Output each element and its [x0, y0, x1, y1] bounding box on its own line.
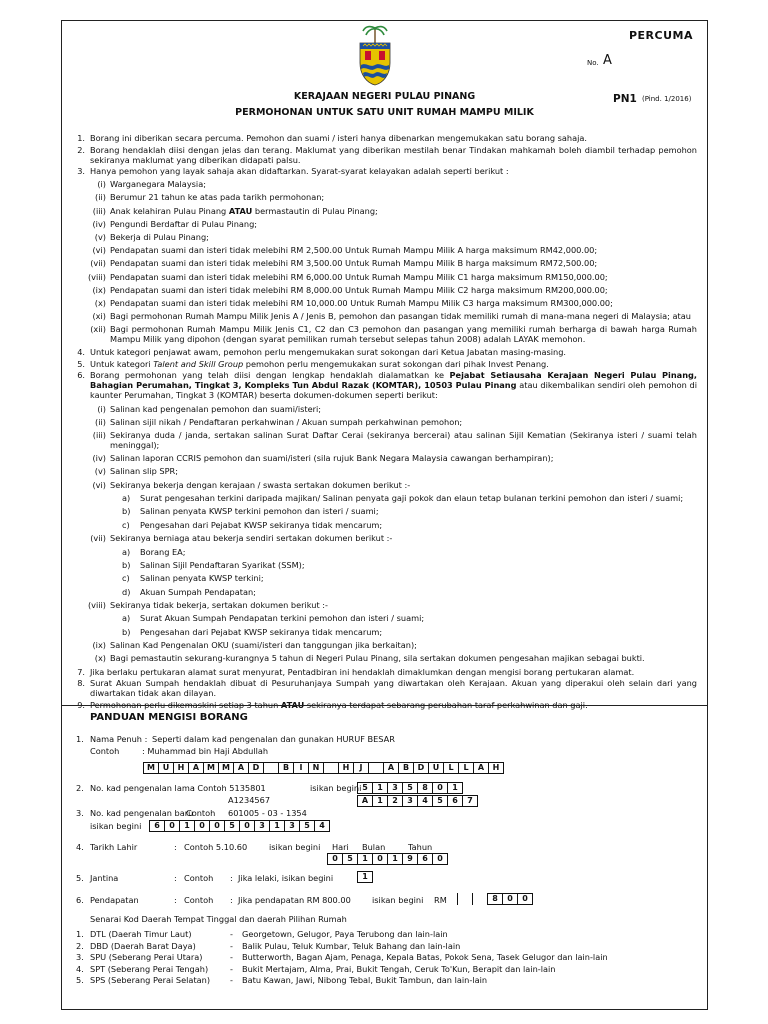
- char-box: 0: [502, 893, 518, 905]
- rule-5: 5. Untuk kategori Talent and Skill Group pemohon perlu mengemukakan surat sokongan dari pihak Invest Penang.: [77, 358, 549, 369]
- rule-6-viii-documents: [70, 613, 697, 636]
- form-code: PN1: [613, 93, 637, 105]
- document-item: (vi) Sekiranya bekerja dengan kerajaan / swasta sertakan dokumen berikut :-: [92, 479, 411, 490]
- document-subitem: b) Salinan penyata KWSP terkini pemohon dan isteri / suami;: [122, 506, 379, 517]
- rule-6: 6. Borang permohonan yang telah diisi dengan lengkap hendaklah dialamatkan ke Pejabat Setiausaha Kerajaan Negeri Pulau Pinang, Bahagian Perumahan, Tingkat 3, Kompleks Tun Abdul Razak (KOMTAR), 10503 Pulau Pinang atau dikembalikan sendiri oleh pemohon di kaunter Perumahan, Tingkat 3 (KOMTAR) beserta dokumen-dokumen seperti berikut:: [77, 370, 698, 401]
- eligibility-item: (iii) Anak kelahiran Pulau Pinang ATAU bermastautin di Pulau Pinang;: [92, 205, 378, 216]
- income-label: Pendapatan: [90, 895, 139, 905]
- char-box: H: [173, 762, 189, 774]
- district-code: DBD (Daerah Barat Daya): [90, 940, 196, 951]
- char-box: 4: [417, 795, 433, 807]
- char-box: 1: [387, 853, 403, 865]
- year-label: Tahun: [408, 842, 433, 852]
- rule-7: 7. Jika berlaku pertukaran alamat surat menyurat, Pentadbiran ini hendaklah dimaklumkan dengan mengisi borang pertukaran alamat.: [77, 666, 635, 677]
- char-box: 7: [462, 795, 478, 807]
- char-box: 0: [517, 893, 533, 905]
- district-code: SPT (Seberang Perai Tengah): [90, 963, 209, 974]
- rules-list: [70, 133, 697, 711]
- document-subitem: c) Salinan penyata KWSP terkini;: [122, 573, 264, 584]
- char-box: 2: [387, 795, 403, 807]
- rule-6-documents: [70, 404, 697, 490]
- char-box: A: [383, 762, 399, 774]
- document-subitem: a) Surat Akuan Sumpah Pendapatan terkini pemohon dan isteri / suami;: [122, 613, 425, 624]
- gender-box: [358, 871, 373, 883]
- char-box: [457, 893, 473, 905]
- eligibility-item: (ii) Berumur 21 tahun ke atas pada tarikh permohonan;: [95, 192, 325, 203]
- char-box: [368, 762, 384, 774]
- guide-title: PANDUAN MENGISI BORANG: [90, 712, 248, 723]
- char-box: N: [308, 762, 324, 774]
- district-areas: Balik Pulau, Teluk Kumbar, Teluk Bahang dan lain-lain: [242, 940, 461, 951]
- char-box: 0: [194, 820, 210, 832]
- percuma-label: PERCUMA: [628, 29, 693, 42]
- old-ic-example: : Contoh 5135801: [192, 783, 266, 793]
- char-box: 0: [432, 853, 448, 865]
- title-form: PERMOHONAN UNTUK SATU UNIT RUMAH MAMPU MILIK: [235, 107, 534, 118]
- char-box: 0: [432, 782, 448, 794]
- char-box: 4: [314, 820, 330, 832]
- eligibility-item: (xi) Bagi permohonan Rumah Mampu Milik Jenis A / Jenis B, pemohon dan pasangan tidak memiliki rumah di mana-mana negeri di Malaysia; atau: [92, 311, 691, 322]
- eligibility-item: (xii) Bagi permohonan Rumah Mampu Milik Jenis C1, C2 dan C3 pemohon dan pasangan yang memiliki rumah berharga di bawah harga Rumah Mampu Milik yang dipohon (dengan syarat pemilikan rumah tersebut selepas tahun 2008) adalah LAYAK memohon.: [90, 324, 697, 345]
- penang-crest-icon: [356, 23, 394, 87]
- district-number: 3.: [76, 952, 84, 962]
- rule-6-vii-documents: [70, 547, 697, 597]
- char-box: 5: [224, 820, 240, 832]
- new-ic-fill-label: isikan begini: [90, 821, 142, 831]
- new-ic-label: No. kad pengenalan baru: [90, 808, 194, 818]
- district-code: DTL (Daerah Timur Laut): [90, 929, 192, 939]
- char-box: 5: [357, 782, 373, 794]
- char-box: 1: [357, 871, 373, 883]
- char-box: [323, 762, 339, 774]
- month-label: Bulan: [362, 842, 386, 852]
- eligibility-item: (iv) Pengundi Berdaftar di Pulau Pinang;: [92, 218, 258, 229]
- char-box: A: [473, 762, 489, 774]
- document-item: (v) Salinan slip SPR;: [94, 466, 178, 477]
- name-description: Seperti dalam kad pengenalan dan gunakan HURUF BESAR: [152, 734, 395, 744]
- eligibility-item: (ix) Pendapatan suami dan isteri tidak melebihi RM 8,000.00 Untuk Rumah Mampu Milik C2 harga maksimum RM200,000.00;: [92, 284, 608, 295]
- document-item: (x) Bagi pemastautin sekurang-kurangnya 5 tahun di Negeri Pulau Pinang, sila sertakan dokumen pengesahan majikan sebagai bukti.: [94, 653, 645, 664]
- char-box: 1: [269, 820, 285, 832]
- char-box: 1: [179, 820, 195, 832]
- dob-label: Tarikh Lahir: [90, 842, 138, 852]
- char-box: U: [428, 762, 444, 774]
- name-boxes: [144, 762, 504, 774]
- char-box: L: [458, 762, 474, 774]
- document-item: (ix) Salinan Kad Pengenalan OKU (suami/isteri dan tanggungan jika berkaitan);: [92, 640, 417, 651]
- new-ic-example: 601005 - 03 - 1354: [228, 808, 307, 818]
- char-box: J: [353, 762, 369, 774]
- document-subitem: d) Akuan Sumpah Pendapatan;: [122, 586, 256, 597]
- district-areas: Butterworth, Bagan Ajam, Penaga, Kepala Batas, Pokok Sena, Tasek Gelugor dan lain-lain: [242, 952, 608, 962]
- district-code: SPU (Seberang Perai Utara): [90, 952, 203, 962]
- old-ic-boxes-2: [358, 795, 478, 807]
- document-subitem: a) Surat pengesahan terkini daripada majikan/ Salinan penyata gaji pokok dan elaun tetap bulanan terkini pemohon dan isteri / suami;: [122, 492, 684, 503]
- char-box: 1: [447, 782, 463, 794]
- rule-1: 1. Borang ini diberikan secara percuma. Pemohon dan suami / isteri hanya dibenarkan mengemukakan satu borang sahaja.: [77, 133, 588, 143]
- currency-label: RM: [434, 895, 447, 905]
- rule-6-more-documents: [70, 640, 697, 663]
- document-item: (ii) Salinan sijil nikah / Pendaftaran perkahwinan / Akuan sumpah perkahwinan pemohon;: [95, 416, 463, 427]
- district-areas: Georgetown, Gelugor, Paya Terubong dan lain-lain: [242, 929, 448, 939]
- income-description: Jika pendapatan RM 800.00: [238, 895, 351, 905]
- char-box: A: [357, 795, 373, 807]
- district-number: 1.: [76, 929, 84, 939]
- char-box: H: [488, 762, 504, 774]
- name-label: Nama Penuh :: [90, 734, 148, 744]
- eligibility-item: (i) Warganegara Malaysia;: [97, 179, 206, 190]
- char-box: 0: [164, 820, 180, 832]
- new-ic-boxes: [150, 820, 330, 832]
- dob-example: Contoh 5.10.60: [184, 842, 248, 852]
- document-subitem: c) Pengesahan dari Pejabat KWSP sekiranya tidak mencarum;: [122, 519, 383, 530]
- char-box: B: [398, 762, 414, 774]
- old-ic-boxes: [358, 782, 463, 794]
- char-box: A: [188, 762, 204, 774]
- char-box: B: [278, 762, 294, 774]
- eligibility-item: (v) Bekerja di Pulau Pinang;: [94, 231, 209, 242]
- rule-6-vii: (vii) Sekiranya berniaga atau bekerja sendiri sertakan dokumen berikut :-: [90, 533, 393, 544]
- char-box: 6: [149, 820, 165, 832]
- day-label: Hari: [332, 842, 349, 852]
- char-box: 8: [417, 782, 433, 794]
- char-box: 0: [327, 853, 343, 865]
- char-box: M: [218, 762, 234, 774]
- form-page: PERCUMA No. A KERAJAAN NEGERI PULAU PINANG PERMOHONAN UNTUK SATU UNIT RUMAH MAMPU MILIK PN1 (Pind. 1/2016) 1. Borang ini diberikan secara percuma. Pemohon dan suami / isteri hanya dibenarkan mengemukakan satu borang sahaja. 2. Borang hendaklah diisi dengan jelas dan terang. Maklumat yang diberikan mestilah benar Tindakan mahkamah boleh diambil terhadap pemohon sekiranya maklumat yang diberikan didapati palsu. 3. Hanya pemohon yang layak sahaja akan didaftarkan. Syarat-syarat kelayakan adalah seperti berikut : (i) Warganegara Malaysia; (ii) Berumur 21 tahun ke atas pada tarikh permohonan; (iii) Anak kelahiran Pulau Pinang ATAU bermastautin di Pulau Pinang; (iv) Pengundi Berdaftar di Pulau Pinang; (v) Bekerja di Pulau Pinang; (vi) Pendapatan suami dan isteri tidak melebihi RM 2,500.00 Untuk Rumah Mampu Milik A harga maksimum RM42,000.00; (vii) Pendapatan suami dan isteri tidak melebihi RM 3,500.00 Untuk Rumah Mampu Milik B harga maksimum RM72,500.00; (viii) Pendapatan suami dan isteri tidak melebihi RM 6,000.00 Untuk Rumah Mampu Milik C1 harga maksimum RM150,000.00; (ix) Pendapatan suami dan isteri tidak melebihi RM 8,000.00 Untuk Rumah Mampu Milik C2 harga maksimum RM200,000.00; (x) Pendapatan suami dan isteri tidak melebihi RM 10,000.00 Untuk Rumah Mampu Milik C3 harga maksimum RM300,000.00; (xi) Bagi permohonan Rumah Mampu Milik Jenis A / Jenis B, pemohon dan pasangan tidak memiliki rumah di mana-mana negeri di Malaysia; atau (xii) Bagi permohonan Rumah Mampu Milik Jenis C1, C2 dan C3 pemohon dan pasangan yang memiliki rumah berharga di bawah harga Rumah Mampu Milik yang dipohon (dengan syarat pemilikan rumah tersebut selepas tahun 2008) adalah LAYAK memohon. 4. Untuk kategori penjawat awam, pemohon perlu mengemukakan surat sokongan dari Ketua Jabatan masing-masing. 5. Untuk kategori Talent and Skill Group pemohon perlu mengemukakan surat sokongan dari pihak Invest Penang. 6. Borang permohonan yang telah diisi dengan lengkap hendaklah dialamatkan ke Pejabat Setiausaha Kerajaan Negeri Pulau Pinang, Bahagian Perumahan, Tingkat 3, Kompleks Tun Abdul Razak (KOMTAR), 10503 Pulau Pinang atau dikembalikan sendiri oleh pemohon di kaunter Perumahan, Tingkat 3 (KOMTAR) beserta dokumen-dokumen seperti berikut: (i) Salinan kad pengenalan pemohon dan suami/isteri; (ii) Salinan sijil nikah / Pendaftaran perkahwinan / Akuan sumpah perkahwinan pemohon; (iii) Sekiranya duda / janda, sertakan salinan Surat Daftar Cerai (sekiranya bercerai) atau salinan Sijil Kematian (Sekiranya isteri / suami telah meninggal); (iv) Salinan laporan CCRIS pemohon dan suami/isteri (sila rujuk Bank Negara Malaysia cawangan berhampiran); (v) Salinan slip SPR; (vi) Sekiranya bekerja dengan kerajaan / swasta sertakan dokumen berikut :- a) Surat pengesahan terkini daripada majikan/ Salinan penyata gaji pokok dan elaun tetap bulanan terkini pemohon dan isteri / suami; b) Salinan penyata KWSP terkini pemohon dan isteri / suami; c) Pengesahan dari Pejabat KWSP sekiranya tidak mencarum; (vii) Sekiranya berniaga atau bekerja sendiri sertakan dokumen berikut :- a) Borang EA; b) Salinan Sijil Pendaftaran Syarikat (SSM); c) Salinan penyata KWSP terkini; d) Akuan Sumpah Pendapatan; (viii) Sekiranya tidak bekerja, sertakan dokumen berikut :- a) Surat Akuan Sumpah Pendapatan terkini pemohon dan isteri / suami; b) Pengesahan dari Pejabat KWSP sekiranya tidak mencarum; (ix) Salinan Kad Pengenalan OKU (suami/isteri dan tanggungan jika berkaitan); (x) Bagi pemastautin sekurang-kurangnya 5 tahun di Negeri Pulau Pinang, sila sertakan dokumen pengesahan majikan sebagai bukti. 7. Jika berlaku pertukaran alamat surat menyurat, Pentadbiran ini hendaklah dimaklumkan dengan mengisi borang pertukaran alamat. 8. Surat Akuan Sumpah hendaklah dibuat di Pesuruhanjaya Sumpah yang diwartakan oleh Kerajaan. Akuan yang diperakui oleh selain dari yang diwartakan tidak akan dilayan. 9. Permohonan perlu dikemaskini setiap 3 tahun ATAU sekiranya terdapat sebarang perubahan taraf perkahwinan dan gaji. PANDUAN MENGISI BORANG 1. Nama Penuh : Seperti dalam kad pengenalan dan gunakan HURUF BESAR Contoh : Muhammad bin Haji Abdullah M U H A M M A D B I N H J A B D U L L A H 2. No. kad pengenalan lama : Contoh 5135801 A1234567 isikan begini 5 1 3 5 8 0 1 A 1 2 3 4 5 6 7 3. No. kad pengenalan baru Contoh 601005 - 03 - 1354 isikan begini 6 0 1 0 0 5 0 3 1 3 5 4 4. Tarikh Lahir : Contoh 5.10.60 isikan begini Hari Bulan Tahun 0 5 1 0 1 9 6 0 5. Jantina : Contoh : Jika lelaki, isikan begini 1 6. Pendapatan : Contoh : Jika pendapatan RM 800.00 isikan begini RM 8 0 0 Senarai Kod Daerah Tempat Tinggal dan daerah Pilihan Rumah 1. DTL (Daerah Timur Laut) - Georgetown, Gelugor, Paya Terubong dan lain-lain 2. DBD (Daerah Barat Daya) - Balik Pulau, Teluk Kumbar, Teluk Bahang dan lain-lain 3. SPU (Seberang Perai Utara) - Butterworth, Bagan Ajam, Penaga, Kepala Batas, Pokok Sena, Tasek Gelugor dan lain-lain 4. SPT (Seberang Perai Tengah) - Bukit Mertajam, Alma, Prai, Bukit Tengah, Ceruk To'Kun, Berapit dan lain-lain 5. SPS (Seberang Perai Selatan) - Batu Kawan, Jawi, Nibong Tebal, Bukit Tambun, dan lain-lain: [61, 20, 708, 1010]
- gender-description: Jika lelaki, isikan begini: [238, 873, 334, 883]
- document-subitem: b) Salinan Sijil Pendaftaran Syarikat (SSM);: [122, 559, 305, 570]
- char-box: 9: [402, 853, 418, 865]
- char-box: 0: [372, 853, 388, 865]
- eligibility-item: (vi) Pendapatan suami dan isteri tidak melebihi RM 2,500.00 Untuk Rumah Mampu Milik A harga maksimum RM42,000.00;: [92, 245, 598, 256]
- rule-3: 3. Hanya pemohon yang layak sahaja akan didaftarkan. Syarat-syarat kelayakan adalah seperti berikut :: [77, 166, 509, 176]
- char-box: L: [443, 762, 459, 774]
- document-item: (iii) Sekiranya duda / janda, sertakan salinan Surat Daftar Cerai (sekiranya bercerai) atau salinan Sijil Kematian (Sekiranya isteri / suami telah meninggal);: [92, 430, 697, 450]
- income-fill-label: isikan begini: [372, 895, 424, 905]
- gender-label: Jantina: [90, 873, 119, 883]
- district-list-title: Senarai Kod Daerah Tempat Tinggal dan daerah Pilihan Rumah: [90, 914, 347, 924]
- district-number: 5.: [76, 975, 84, 985]
- char-box: 0: [209, 820, 225, 832]
- char-box: [263, 762, 279, 774]
- district-code: SPS (Seberang Perai Selatan): [90, 975, 211, 985]
- new-ic-example-label: Contoh: [186, 808, 216, 818]
- char-box: 5: [432, 795, 448, 807]
- char-box: [472, 893, 488, 905]
- old-ic-example-2: A1234567: [228, 795, 271, 805]
- char-box: 1: [372, 782, 388, 794]
- dob-boxes: [328, 853, 448, 865]
- char-box: 3: [254, 820, 270, 832]
- rule-9: 9. Permohonan perlu dikemaskini setiap 3 tahun ATAU sekiranya terdapat sebarang perubahan taraf perkahwinan dan gaji.: [77, 699, 588, 710]
- rule-8: 8. Surat Akuan Sumpah hendaklah dibuat di Pesuruhanjaya Sumpah yang diwartakan oleh Kerajaan. Akuan yang diperakui oleh selain dari yang diwartakan tidak akan dilayan.: [77, 678, 697, 699]
- char-box: D: [248, 762, 264, 774]
- char-box: 1: [372, 795, 388, 807]
- char-box: 3: [402, 795, 418, 807]
- section-divider: [62, 705, 707, 706]
- char-box: 5: [402, 782, 418, 794]
- rule-3-conditions: [70, 179, 697, 344]
- eligibility-item: (vii) Pendapatan suami dan isteri tidak melebihi RM 3,500.00 Untuk Rumah Mampu Milik B harga maksimum RM72,500.00;: [90, 258, 598, 269]
- char-box: 8: [487, 893, 503, 905]
- char-box: I: [293, 762, 309, 774]
- serial-no-value: A: [603, 53, 612, 68]
- district-areas: Batu Kawan, Jawi, Nibong Tebal, Bukit Tambun, dan lain-lain: [242, 975, 488, 985]
- char-box: M: [203, 762, 219, 774]
- old-ic-fill-label: isikan begini: [310, 783, 362, 793]
- document-item: (i) Salinan kad pengenalan pemohon dan suami/isteri;: [97, 403, 322, 414]
- char-box: 6: [417, 853, 433, 865]
- char-box: D: [413, 762, 429, 774]
- char-box: 6: [447, 795, 463, 807]
- document-subitem: b) Pengesahan dari Pejabat KWSP sekiranya tidak mencarum;: [122, 626, 383, 637]
- char-box: U: [158, 762, 174, 774]
- char-box: A: [233, 762, 249, 774]
- name-example: : Muhammad bin Haji Abdullah: [142, 746, 269, 756]
- eligibility-item: (x) Pendapatan suami dan isteri tidak melebihi RM 10,000.00 Untuk Rumah Mampu Milik C3 harga maksimum RM300,000.00;: [94, 297, 613, 308]
- char-box: 5: [299, 820, 315, 832]
- district-areas: Bukit Mertajam, Alma, Prai, Bukit Tengah, Ceruk To'Kun, Berapit dan lain-lain: [242, 963, 556, 974]
- eligibility-item: (viii) Pendapatan suami dan isteri tidak melebihi RM 6,000.00 Untuk Rumah Mampu Milik C1 harga maksimum RM150,000.00;: [87, 271, 608, 282]
- dob-fill-label: isikan begini: [269, 842, 321, 852]
- document-subitem: a) Borang EA;: [122, 546, 186, 557]
- gender-example-label: Contoh: [184, 873, 214, 883]
- name-example-label: Contoh: [90, 746, 120, 756]
- char-box: H: [338, 762, 354, 774]
- district-number: 4.: [76, 963, 84, 974]
- form-revision: (Pind. 1/2016): [642, 95, 692, 103]
- document-item: (iv) Salinan laporan CCRIS pemohon dan suami/isteri (sila rujuk Bank Negara Malaysia cawangan berhampiran);: [92, 453, 554, 464]
- income-boxes: [458, 893, 533, 905]
- rule-2: 2. Borang hendaklah diisi dengan jelas dan terang. Maklumat yang diberikan mestilah benar Tindakan mahkamah boleh diambil terhadap pemohon sekiranya maklumat yang diberikan didapati palsu.: [77, 144, 697, 165]
- title-state: KERAJAAN NEGERI PULAU PINANG: [293, 91, 476, 102]
- char-box: 3: [284, 820, 300, 832]
- rule-6-viii: (viii) Sekiranya tidak bekerja, sertakan dokumen berikut :-: [87, 600, 328, 611]
- income-example-label: Contoh: [184, 895, 214, 905]
- serial-no-label: No.: [587, 59, 599, 67]
- rule-6-vi-documents: [70, 493, 697, 530]
- old-ic-label: No. kad pengenalan lama: [90, 783, 195, 793]
- rule-4: 4. Untuk kategori penjawat awam, pemohon perlu mengemukakan surat sokongan dari Ketua Jabatan masing-masing.: [77, 347, 567, 358]
- char-box: 1: [357, 853, 373, 865]
- district-number: 2.: [76, 940, 84, 951]
- char-box: M: [143, 762, 159, 774]
- char-box: 0: [239, 820, 255, 832]
- char-box: 5: [342, 853, 358, 865]
- char-box: 3: [387, 782, 403, 794]
